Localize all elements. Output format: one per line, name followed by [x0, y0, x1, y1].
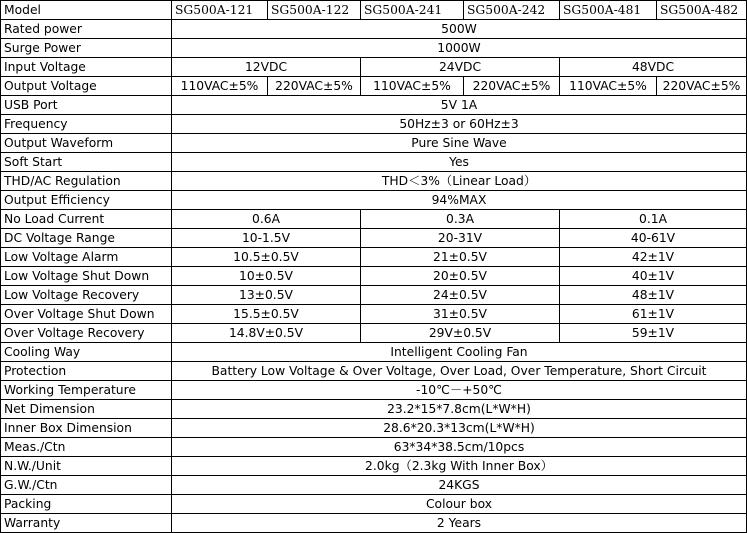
spec-row — [1, 191, 747, 210]
spec-value: Yes — [172, 153, 747, 172]
spec-value: -10℃－+50℃ — [172, 381, 747, 400]
spec-value: 110VAC±5% — [361, 77, 464, 96]
spec-value: 42±1V — [560, 248, 747, 267]
spec-row — [1, 77, 747, 96]
spec-value: 29V±0.5V — [361, 324, 560, 343]
spec-row — [1, 229, 747, 248]
spec-value: 10±0.5V — [172, 267, 361, 286]
spec-row — [1, 514, 747, 533]
spec-value: 500W — [172, 20, 747, 39]
spec-row — [1, 381, 747, 400]
spec-label: Cooling Way — [1, 343, 172, 362]
model-name: SG500A-121 — [172, 1, 268, 20]
spec-value: 20-31V — [361, 229, 560, 248]
spec-value: 50Hz±3 or 60Hz±3 — [172, 115, 747, 134]
spec-label: Inner Box Dimension — [1, 419, 172, 438]
spec-value: 24VDC — [361, 58, 560, 77]
spec-value: 1000W — [172, 39, 747, 58]
spec-value: 24KGS — [172, 476, 747, 495]
spec-row — [1, 343, 747, 362]
spec-value: THD＜3%（Linear Load） — [172, 172, 747, 191]
spec-value: 21±0.5V — [361, 248, 560, 267]
spec-value: 94%MAX — [172, 191, 747, 210]
model-name: SG500A-482 — [657, 1, 747, 20]
spec-value: Intelligent Cooling Fan — [172, 343, 747, 362]
spec-value: 110VAC±5% — [172, 77, 268, 96]
spec-label: No Load Current — [1, 210, 172, 229]
spec-label: DC Voltage Range — [1, 229, 172, 248]
spec-value: 28.6*20.3*13cm(L*W*H) — [172, 419, 747, 438]
spec-label: Input Voltage — [1, 58, 172, 77]
spec-value: 13±0.5V — [172, 286, 361, 305]
spec-row — [1, 267, 747, 286]
spec-row — [1, 115, 747, 134]
spec-label: Output Voltage — [1, 77, 172, 96]
spec-row — [1, 419, 747, 438]
spec-row — [1, 495, 747, 514]
spec-value: 48VDC — [560, 58, 747, 77]
spec-value: 59±1V — [560, 324, 747, 343]
spec-label: THD/AC Regulation — [1, 172, 172, 191]
model-name: SG500A-122 — [268, 1, 361, 20]
spec-value: 110VAC±5% — [560, 77, 657, 96]
spec-label: N.W./Unit — [1, 457, 172, 476]
spec-label: Over Voltage Shut Down — [1, 305, 172, 324]
spec-label: Soft Start — [1, 153, 172, 172]
spec-label: Working Temperature — [1, 381, 172, 400]
spec-value: 12VDC — [172, 58, 361, 77]
spec-label: Frequency — [1, 115, 172, 134]
spec-row — [1, 286, 747, 305]
spec-value: 220VAC±5% — [268, 77, 361, 96]
spec-value: 0.6A — [172, 210, 361, 229]
spec-label: Output Efficiency — [1, 191, 172, 210]
spec-value: 31±0.5V — [361, 305, 560, 324]
spec-value: 10.5±0.5V — [172, 248, 361, 267]
spec-row — [1, 210, 747, 229]
spec-row — [1, 457, 747, 476]
spec-label: Low Voltage Alarm — [1, 248, 172, 267]
spec-table-body — [1, 1, 747, 533]
spec-label: USB Port — [1, 96, 172, 115]
spec-value: 23.2*15*7.8cm(L*W*H) — [172, 400, 747, 419]
spec-row — [1, 58, 747, 77]
spec-value: 2.0kg（2.3kg With Inner Box） — [172, 457, 747, 476]
spec-value: 40±1V — [560, 267, 747, 286]
spec-label: Protection — [1, 362, 172, 381]
spec-row — [1, 362, 747, 381]
spec-label: Rated power — [1, 20, 172, 39]
spec-value: 5V 1A — [172, 96, 747, 115]
spec-value: 15.5±0.5V — [172, 305, 361, 324]
spec-value: 40-61V — [560, 229, 747, 248]
spec-row — [1, 39, 747, 58]
model-name: SG500A-241 — [361, 1, 464, 20]
spec-row — [1, 134, 747, 153]
spec-row — [1, 438, 747, 457]
spec-row — [1, 96, 747, 115]
spec-label: Low Voltage Shut Down — [1, 267, 172, 286]
model-label: Model — [1, 1, 172, 20]
spec-row — [1, 20, 747, 39]
spec-label: Low Voltage Recovery — [1, 286, 172, 305]
spec-value: Battery Low Voltage & Over Voltage, Over Load, Over Temperature, Short Circuit — [172, 362, 747, 381]
spec-label: Over Voltage Recovery — [1, 324, 172, 343]
spec-row — [1, 153, 747, 172]
spec-label: G.W./Ctn — [1, 476, 172, 495]
spec-value: 63*34*38.5cm/10pcs — [172, 438, 747, 457]
spec-value: 14.8V±0.5V — [172, 324, 361, 343]
spec-label: Meas./Ctn — [1, 438, 172, 457]
model-name: SG500A-481 — [560, 1, 657, 20]
spec-label: Surge Power — [1, 39, 172, 58]
spec-value: 0.3A — [361, 210, 560, 229]
spec-value: 10-1.5V — [172, 229, 361, 248]
spec-value: 61±1V — [560, 305, 747, 324]
spec-row — [1, 324, 747, 343]
spec-label: Output Waveform — [1, 134, 172, 153]
spec-value: 20±0.5V — [361, 267, 560, 286]
spec-row — [1, 476, 747, 495]
spec-row — [1, 248, 747, 267]
spec-value: Colour box — [172, 495, 747, 514]
spec-label: Packing — [1, 495, 172, 514]
model-name: SG500A-242 — [464, 1, 560, 20]
spec-value: 24±0.5V — [361, 286, 560, 305]
spec-label: Warranty — [1, 514, 172, 533]
header-row — [1, 1, 747, 20]
spec-row — [1, 172, 747, 191]
spec-value: Pure Sine Wave — [172, 134, 747, 153]
spec-value: 220VAC±5% — [657, 77, 747, 96]
spec-label: Net Dimension — [1, 400, 172, 419]
spec-row — [1, 400, 747, 419]
spec-row — [1, 305, 747, 324]
spec-value: 2 Years — [172, 514, 747, 533]
spec-value: 48±1V — [560, 286, 747, 305]
spec-value: 220VAC±5% — [464, 77, 560, 96]
spec-value: 0.1A — [560, 210, 747, 229]
